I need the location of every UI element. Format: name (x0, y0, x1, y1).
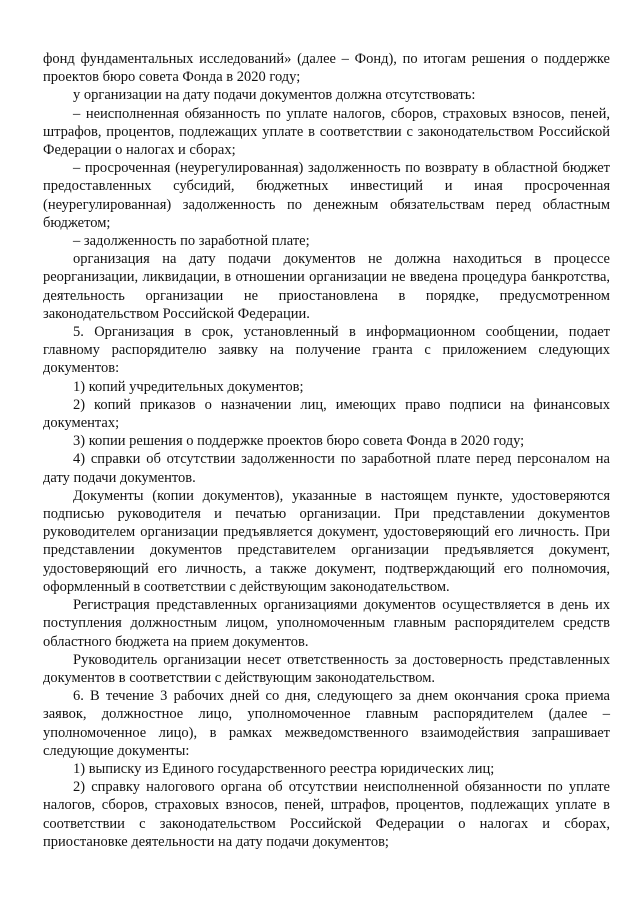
paragraph-section-5: 5. Организация в срок, установленный в информационном сообщении, подает главному распорядителю заявку на получение гранта с приложением следующих документов: (43, 324, 610, 377)
list-item-tax-certificate: 2) справку налогового органа об отсутствии неисполненной обязанности по уплате налогов, сборов, страховых взносов, пеней, штрафов, процентов, подлежащих уплате в соответствии с законодательством Российской Федерации о налогах и сборах, приостановке деятельности на дату подачи документов; (43, 779, 610, 850)
list-item-founding-docs: 1) копий учредительных документов; (73, 378, 304, 395)
paragraph-registration: Регистрация представленных организациями документов осуществляется в день их поступления должностным лицом, уполномоченным главным распорядителем средств областного бюджета на прием документов. (43, 597, 610, 650)
list-item-signature-orders: 2) копий приказов о назначении лиц, имеющих право подписи на финансовых документах; (43, 396, 610, 432)
paragraph-responsibility: Руководитель организации несет ответственность за достоверность представленных документов в соответствии с действующим законодательством. (43, 651, 610, 686)
paragraph-requirements-intro: у организации на дату подачи документов должна отсутствовать: (73, 87, 476, 104)
paragraph-salary-debt: – задолженность по заработной плате; (73, 233, 310, 250)
paragraph-document-certification: Документы (копии документов), указанные в настоящем пункте, удостоверяются подписью руководителя и печатью организации. При представлении документов руководителем организации предъявляется документ, удостоверяющий его личность. При представлении документов представителем организации предъявляется документ, удостоверяющий его личность, а также документ, подтверждающий его полномочия, оформленный в соответствии с действующим законодательством. (43, 487, 610, 595)
list-item-salary-certificate: 4) справки об отсутствии задолженности по заработной плате перед персоналом на дату подачи документов. (43, 451, 610, 486)
paragraph-tax-obligation: – неисполненная обязанность по уплате налогов, сборов, страховых взносов, пеней, штрафов, процентов, подлежащих уплате в соответствии с законодательством Российской Федерации о налогах и сборах; (43, 105, 610, 159)
paragraph-fund-continuation: фонд фундаментальных исследований» (далее – Фонд), по итогам решения о поддержке проектов бюро совета Фонда в 2020 году; (43, 51, 610, 86)
list-item-fund-decision: 3) копии решения о поддержке проектов бюро совета Фонда в 2020 году; (73, 433, 525, 450)
list-item-register-extract: 1) выписку из Единого государственного реестра юридических лиц; (73, 760, 495, 777)
paragraph-section-6: 6. В течение 3 рабочих дней со дня, следующего за днем окончания срока приема заявок, должностное лицо, уполномоченное главным распорядителем (далее – уполномоченное лицо), в рамках межведомственного взаимодействия запрашивает следующие документы: (43, 688, 610, 759)
document-page (43, 50, 610, 851)
paragraph-overdue-debt: – просроченная (неурегулированная) задолженность по возврату в областной бюджет предоставленных субсидий, бюджетных инвестиций и иная просроченная (неурегулированная) задолженность по денежным обязательствам перед областным бюджетом; (43, 160, 610, 231)
paragraph-reorganization: организация на дату подачи документов не должна находиться в процессе реорганизации, ликвидации, в отношении организации не введена процедура банкротства, деятельность организации не приостановлена в порядке, предусмотренном законодательством Российской Федерации. (43, 251, 610, 322)
